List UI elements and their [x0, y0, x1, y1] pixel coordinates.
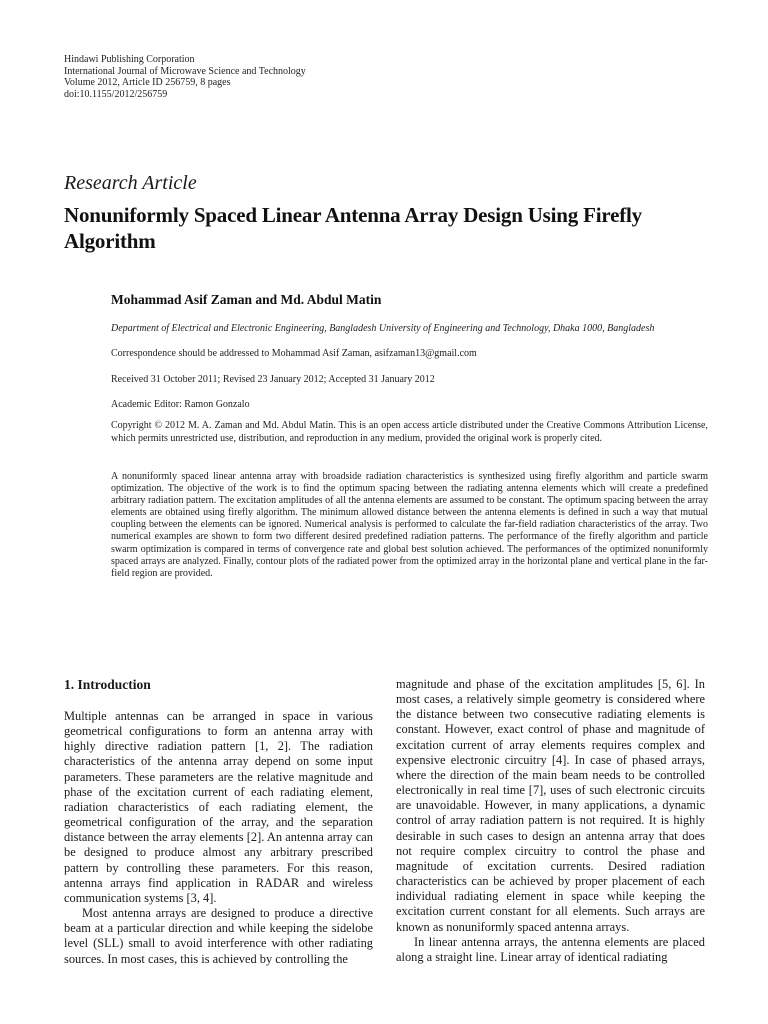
- email-link[interactable]: asifzaman13@gmail.com: [374, 348, 477, 359]
- column-left: [64, 677, 373, 967]
- received-dates: Received 31 October 2011; Revised 23 January 2012; Accepted 31 January 2012: [111, 374, 435, 385]
- body-paragraph: Multiple antennas can be arranged in space in various geometrical configurations to form an antenna array with highly directive radiation pattern [1, 2]. The radiation characteristics of the antenna array depend on some input parameters. These parameters are the relative magnitude and phase of the excitation current of each radiating element, radiation characteristics of each radiating element, the geometrical configuration of the array, and the separation distance between the array elements [2]. An antenna array can be designed to produce almost any arbitrary prescribed pattern by controlling these parameters. For this reason, antenna arrays find application in RADAR and wireless communication systems [3, 4].: [64, 709, 373, 905]
- abstract: A nonuniformly spaced linear antenna array with broadside radiation characteristics is synthesized using firefly algorithm and particle swarm optimization. The objective of the work is to find the optimum spacing between the radiating antenna elements which will create a predefined arbitrary radiation pattern. The excitation amplitudes of all the antenna elements are assumed to be constant. The optimum spacing between the array elements are obtained using firefly algorithm. The minimum allowed distance between the antenna elements is defined in such a way that mutual coupling between the elements can be ignored. Numerical analysis is performed to calculate the far-field radiation characteristics of the array. Two numerical examples are shown to form two different desired predefined radiation patterns. The performance of the firefly algorithm and particle swarm optimization is compared in terms of convergence rate and global best solution achieved. The performances of the optimized nonuniformly spaced arrays are analyzed. Finally, contour plots of the radiated power from the optimized array in the horizontal plane and vertical plane in the far-field region are provided.: [111, 471, 708, 579]
- journal-header: [64, 54, 306, 100]
- correspondence-text: Correspondence should be addressed to Mohammad Asif Zaman,: [111, 348, 375, 359]
- authors: Mohammad Asif Zaman and Md. Abdul Matin: [111, 292, 382, 307]
- body-paragraph: magnitude and phase of the excitation amplitudes [5, 6]. In most cases, a relatively simple geometry is considered where the distance between two consecutive radiating elements is constant. However, exact control of phase and magnitude of excitation current of array elements requires complex and expensive electronic circuitry [4]. In case of phased arrays, where the direction of the main beam needs to be controlled electronically in real time [7], uses of such electronic circuits are unavoidable. However, in many applications, a dynamic control of array radiation pattern is not required. It is highly desirable in such cases to design an antenna array that does not require complex circuitry to control the phase and magnitude of excitation currents. Desired radiation characteristics can be achieved by proper placement of each individual radiating element in space while keeping the excitation current constant for all elements. Such arrays are known as nonuniformly spaced antenna arrays.: [396, 677, 705, 934]
- affiliation: Department of Electrical and Electronic Engineering, Bangladesh University of Engineering and Technology, Dhaka 1000, Bangladesh: [111, 323, 655, 334]
- academic-editor: Academic Editor: Ramon Gonzalo: [111, 399, 250, 410]
- column-right: [396, 677, 705, 965]
- copyright-notice: Copyright © 2012 M. A. Zaman and Md. Abdul Matin. This is an open access article distributed under the Creative Commons Attribution License, which permits unrestricted use, distribution, and reproduction in any medium, provided the original work is properly cited.: [111, 420, 708, 444]
- doi: doi:10.1155/2012/256759: [64, 88, 168, 100]
- paper-title: Nonuniformly Spaced Linear Antenna Array Design Using Firefly Algorithm: [64, 203, 642, 253]
- article-type: Research Article: [64, 172, 197, 194]
- publisher: Hindawi Publishing Corporation: [64, 54, 195, 65]
- journal-name: International Journal of Microwave Science and Technology: [64, 65, 306, 77]
- section-heading: 1. Introduction: [64, 677, 151, 692]
- body-paragraph: In linear antenna arrays, the antenna elements are placed along a straight line. Linear array of identical radiating: [396, 934, 705, 964]
- correspondence: [111, 347, 708, 360]
- volume-info: Volume 2012, Article ID 256759, 8 pages: [64, 77, 231, 88]
- body-paragraph: Most antenna arrays are designed to produce a directive beam at a particular direction and while keeping the sidelobe level (SLL) small to avoid interference with other radiating sources. In most cases, this is achieved by controlling the: [64, 906, 373, 966]
